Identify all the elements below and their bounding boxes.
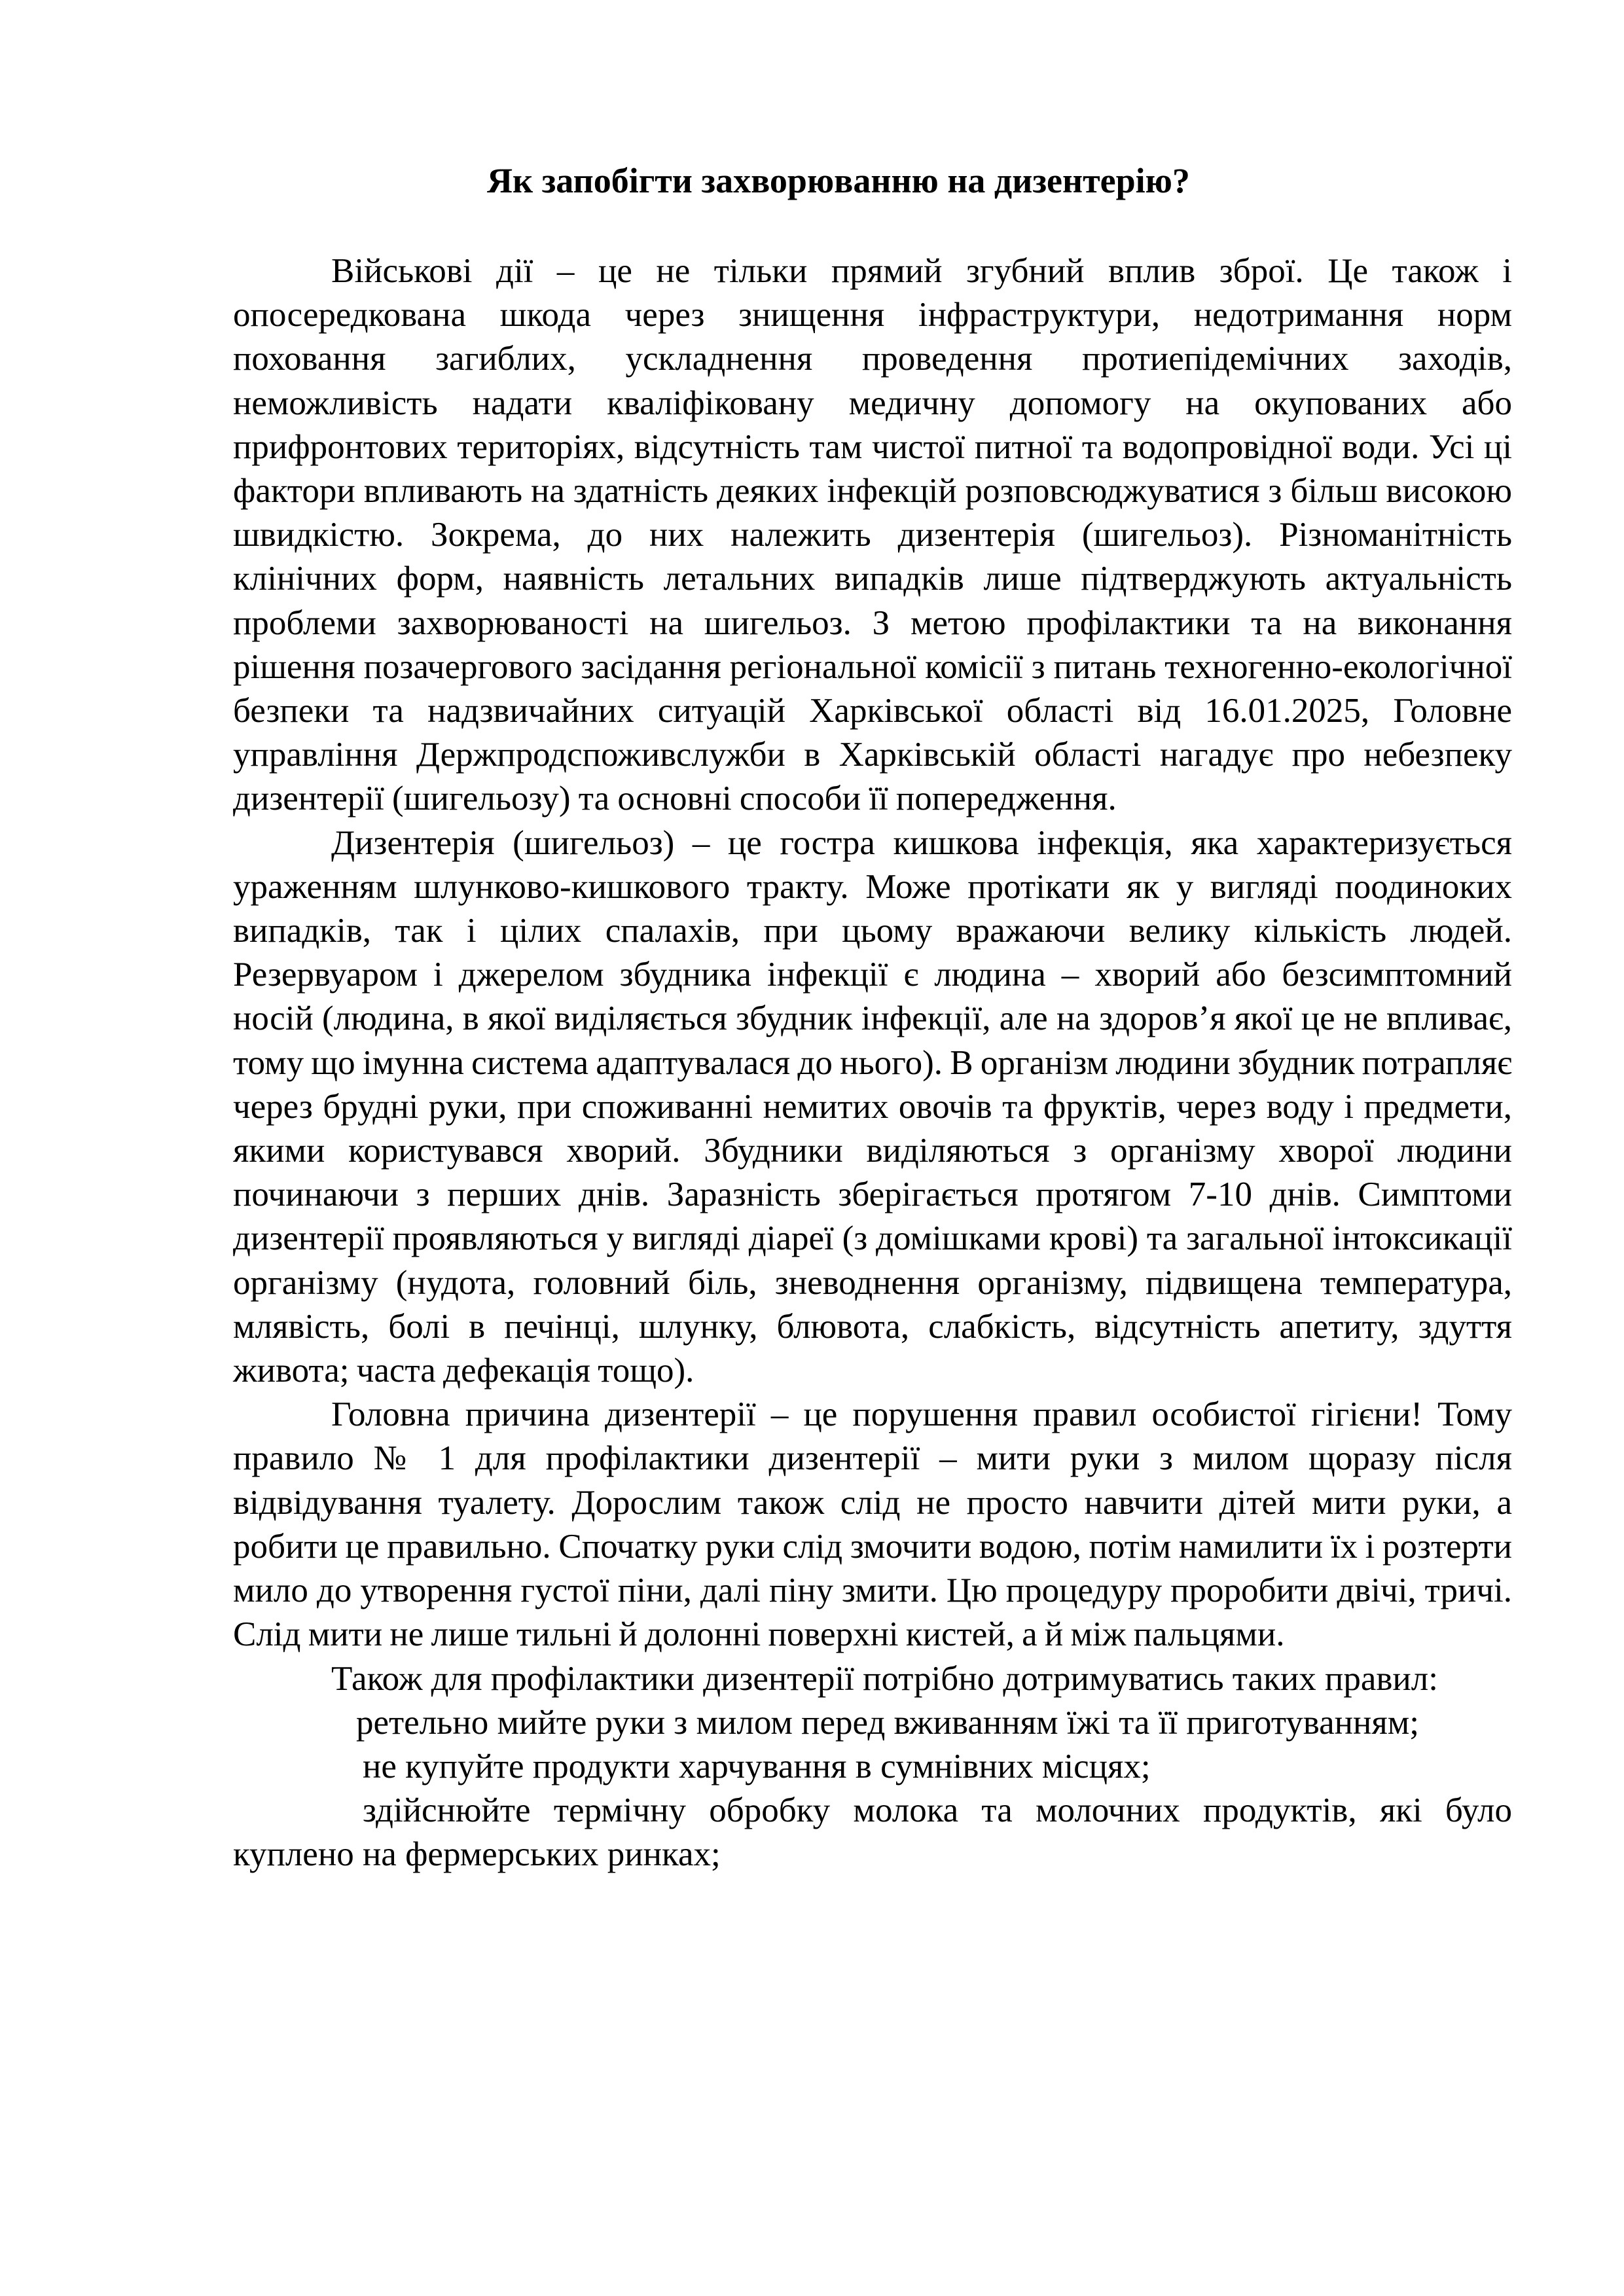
document-page: [233, 159, 1512, 1877]
rule-heat-treat-milk: здійснюйте термічну обробку молока та молочних продуктів, які було куплено на фермерських ринках;: [233, 1791, 1512, 1874]
rule-trusted-shops: не купуйте продукти харчування в сумнівних місцях;: [363, 1747, 1151, 1785]
document-title: Як запобігти захворюванню на дизентерію?: [487, 161, 1190, 200]
paragraph-military-impact: Військові дії – це не тільки прямий згубний вплив зброї. Це також і опосередкована шкода через знищення інфраструктури, недотримання норм поховання загиблих, ускладнення проведення протиепідемічних заходів, неможливість надати кваліфіковану медичну допомогу на окупованих або прифронтових територіях, відсутність там чистої питної та водопровідної води. Усі ці фактори впливають на здатність деяких інфекцій розповсюджуватися з більш високою швидкістю. Зокрема, до них належить дизентерія (шигельоз). Різноманітність клінічних форм, наявність летальних випадків лише підтверджують актуальність проблеми захворюваності на шигельоз. З метою профілактики та на виконання рішення позачергового засідання регіональної комісії з питань техногенно-екологічної безпеки та надзвичайних ситуацій Харківської області від 16.01.2025, Головне управління Держпродспоживслужби в Харківській області нагадує про небезпеку дизентерії (шигельозу) та основні способи її попередження.: [233, 252, 1512, 818]
paragraph-dysentery-description: Дизентерія (шигельоз) – це гостра кишкова інфекція, яка характеризується ураженням шлунково-кишкового тракту. Може протікати як у вигляді поодиноких випадків, так і цілих спалахів, при цьому вражаючи велику кількість людей. Резервуаром і джерелом збудника інфекції є людина – хворий або безсимптомний носій (людина, в якої виділяється збудник інфекції, але на здоров’я якої це не впливає, тому що імунна система адаптувалася до нього). В організм людини збудник потрапляє через брудні руки, при споживанні немитих овочів та фруктів, через воду і предмети, якими користувався хворий. Збудники виділяються з організму хворої людини починаючи з перших днів. Заразність зберігається протягом 7-10 днів. Симптоми дизентерії проявляються у вигляді діареї (з домішками крові) та загальної інтоксикації організму (нудота, головний біль, зневоднення організму, підвищена температура, млявість, болі в печінці, шлунку, блювота, слабкість, відсутність апетиту, здуття живота; часта дефекація тощо).: [233, 823, 1512, 1390]
paragraph-prevention-intro: Також для профілактики дизентерії потрібно дотримуватись таких правил:: [331, 1659, 1438, 1698]
rule-wash-hands: ретельно мийте руки з милом перед вживанням їжі та її приготуванням;: [356, 1703, 1420, 1742]
paragraph-hygiene-cause: Головна причина дизентерії – це порушення правил особистої гігієни! Тому правило № 1 для профілактики дизентерії – мити руки з милом щоразу після відвідування туалету. Дорослим також слід не просто навчити дітей мити руки, а робити це правильно. Спочатку руки слід змочити водою, потім намилити їх і розтерти мило до утворення густої піни, далі піну змити. Цю процедуру проробити двічі, тричі. Слід мити не лише тильні й долонні поверхні кистей, а й між пальцями.: [233, 1395, 1512, 1654]
